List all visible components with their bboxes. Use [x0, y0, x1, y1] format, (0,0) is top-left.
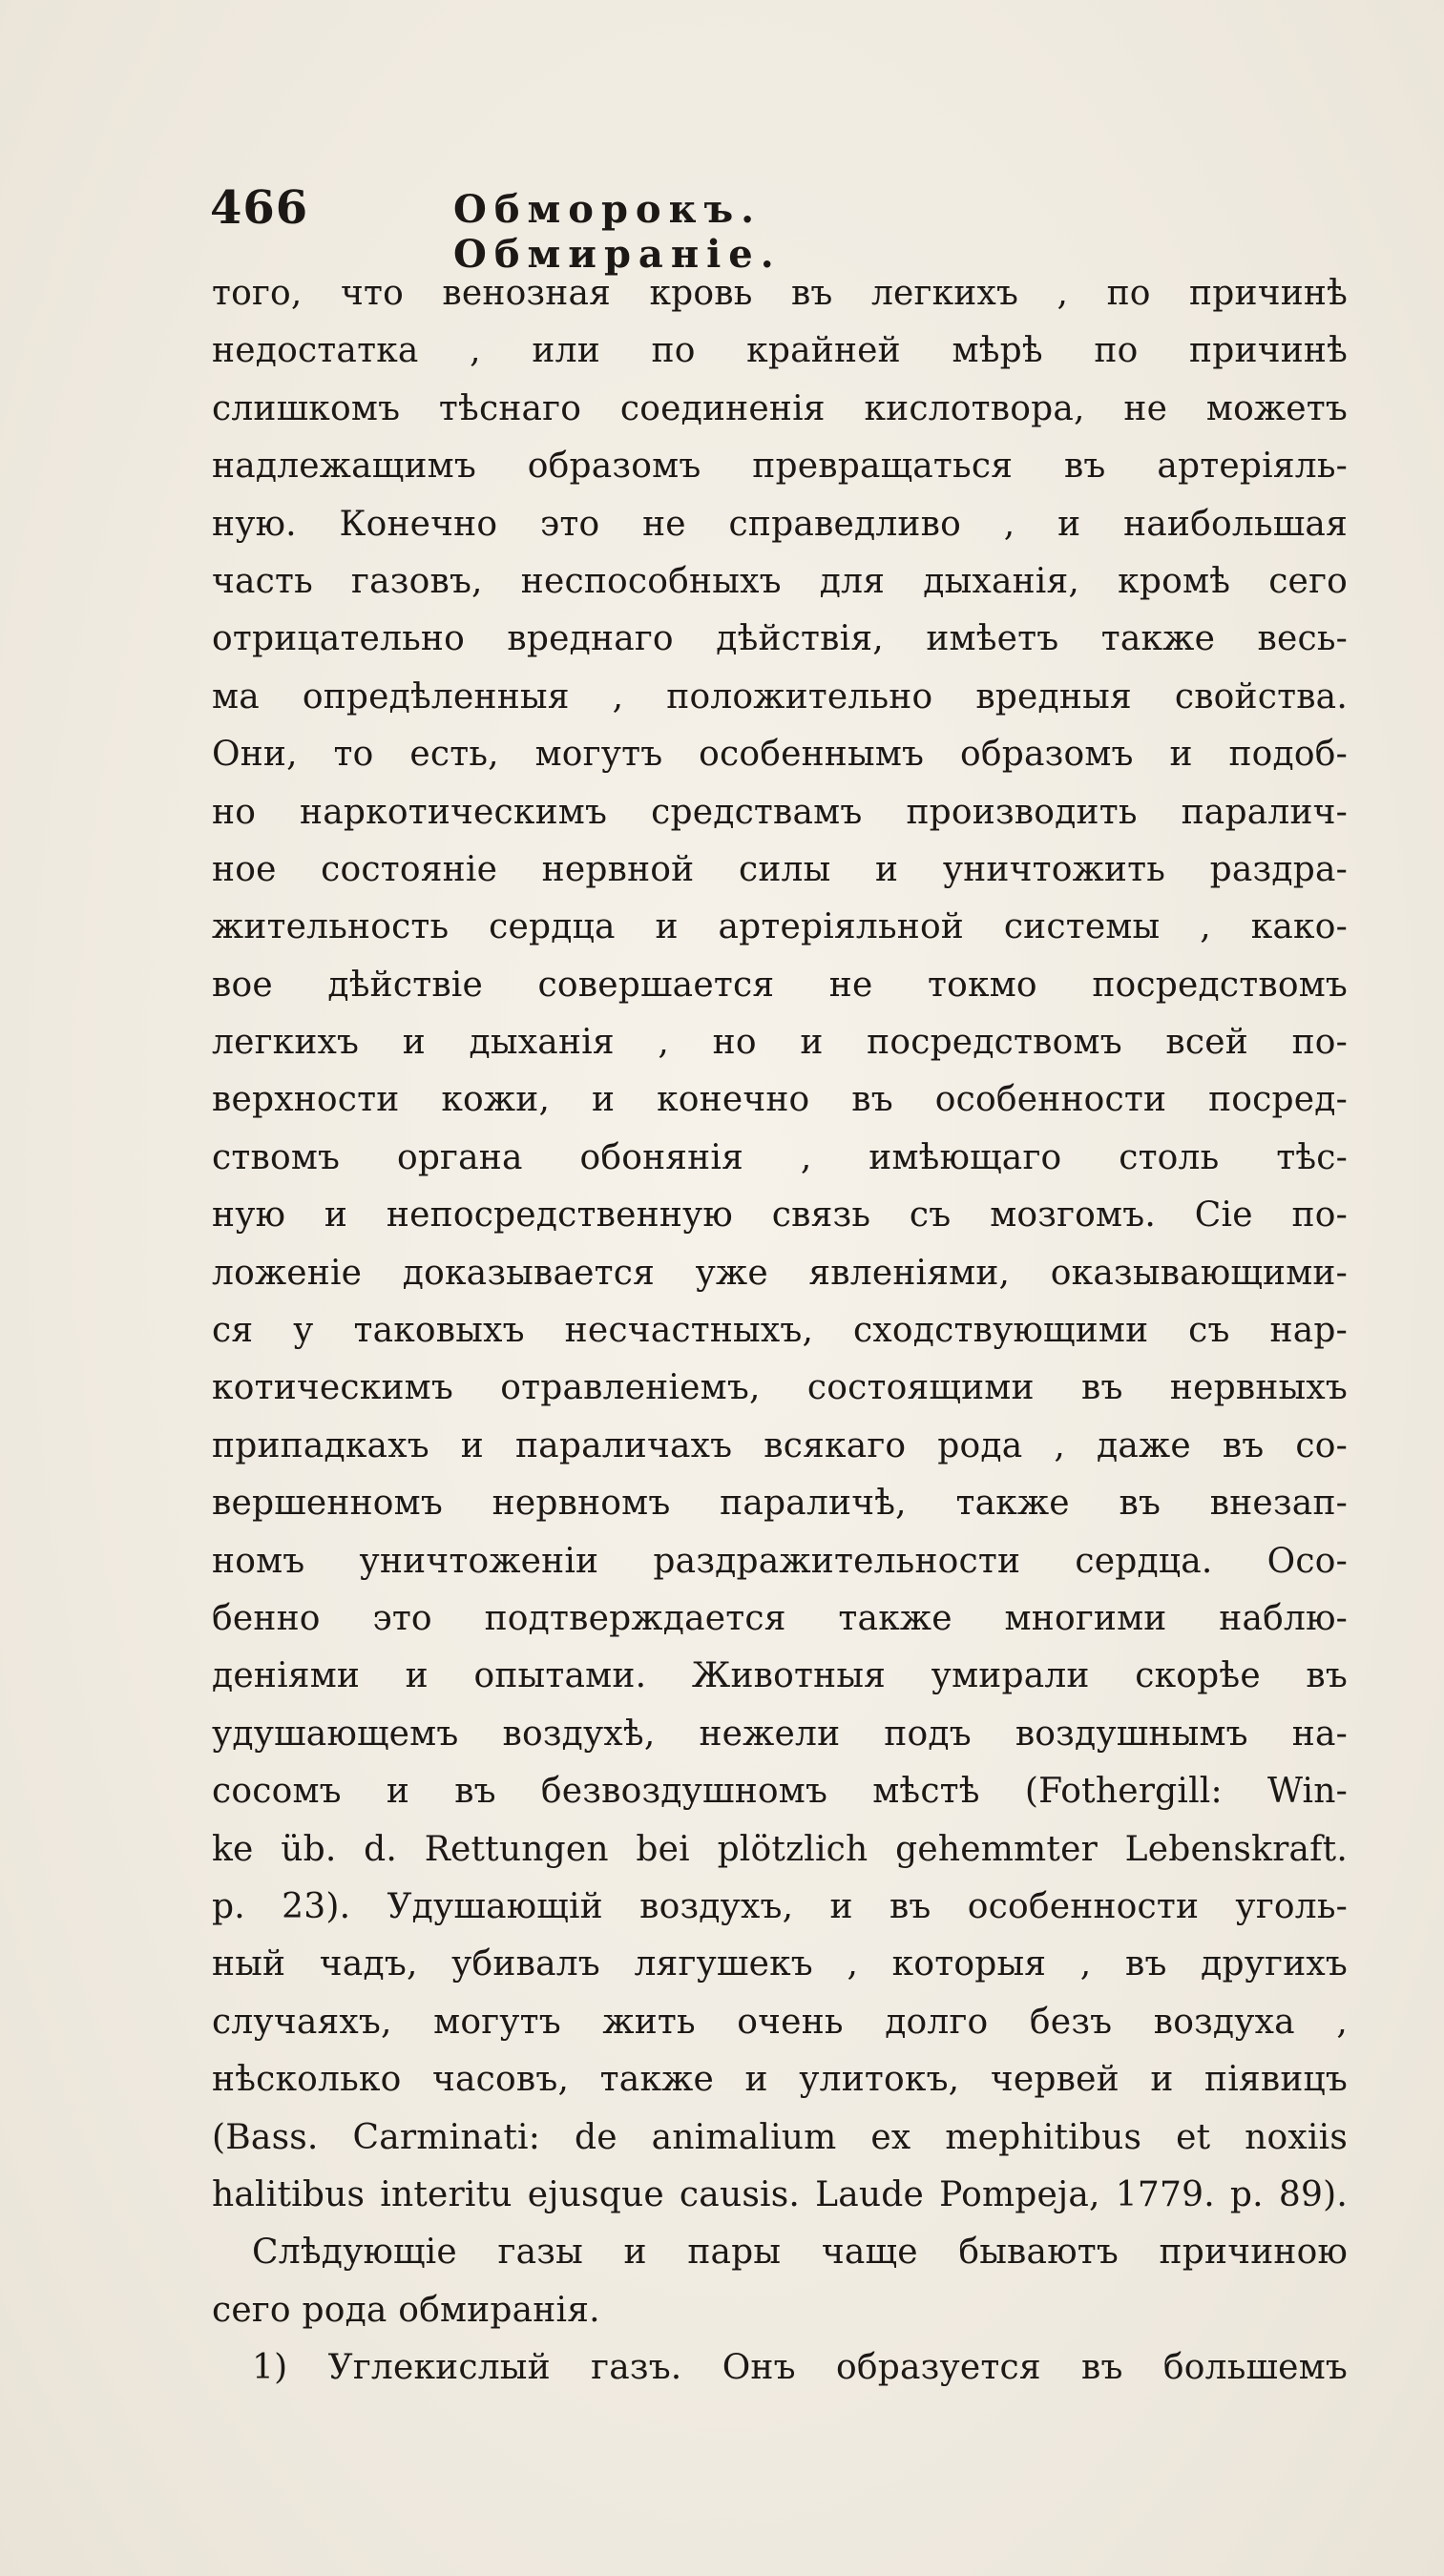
text-line: но наркотическимъ средствамъ производить паралич-	[212, 792, 1348, 832]
text-line: ный чадъ, убивалъ лягушекъ , которыя , въ другихъ	[212, 1944, 1348, 1984]
text-line: верхности кожи, и конечно въ особенности посред-	[212, 1080, 1348, 1120]
text-line: отрицательно вреднаго дѣйствiя, имѣетъ также весь-	[212, 619, 1348, 659]
text-line: бенно это подтверждается также многими наблю-	[212, 1598, 1348, 1638]
text-line: нѣсколько часовъ, также и улитокъ, червей и пiявицъ	[212, 2060, 1348, 2100]
text-line: ное состоянiе нервной силы и уничтожить раздра-	[212, 849, 1348, 889]
text-line: часть газовъ, неспособныхъ для дыханiя, кромѣ сего	[212, 561, 1348, 601]
text-line: денiями и опытами. Животныя умирали скорѣе въ	[212, 1656, 1348, 1696]
page-number: 466	[210, 181, 309, 235]
text-line: Они, то есть, могутъ особеннымъ образомъ и подоб-	[212, 735, 1348, 775]
text-line: сосомъ и въ безвоздушномъ мѣстѣ (Fothergill: Win-	[212, 1772, 1348, 1812]
text-line: удушающемъ воздухѣ, нежели подъ воздушнымъ на-	[212, 1714, 1348, 1754]
text-line: p. 23). Удушающiй воздухъ, и въ особенности уголь-	[212, 1886, 1348, 1926]
text-line: вершенномъ нервномъ параличѣ, также въ внезап-	[212, 1484, 1348, 1524]
running-title: Обморокъ. Обмиранiе.	[453, 187, 782, 277]
text-line: вое дѣйствiе совершается не токмо посредствомъ	[212, 965, 1348, 1005]
page-header	[210, 181, 1107, 277]
text-line: сего рода обмиранiя.	[212, 2290, 600, 2330]
text-line: (Bass. Carminati: de animalium ex mephitibus et noxiis	[212, 2117, 1348, 2157]
text-line: ствомъ органа обонянiя , имѣющаго столь тѣс-	[212, 1137, 1348, 1177]
text-line: ложенiе доказывается уже явленiями, оказывающими-	[212, 1253, 1348, 1293]
text-line: ную. Конечно это не справедливо , и наибольшая	[212, 504, 1348, 544]
text-line: слишкомъ тѣснаго соединенiя кислотвора, не можетъ	[212, 388, 1348, 428]
text-line: недостатка , или по крайней мѣрѣ по причинѣ	[212, 331, 1348, 371]
text-line: надлежащимъ образомъ превращаться въ артерiяль-	[212, 447, 1348, 487]
text-line: номъ уничтоженiи раздражительности сердца. Осо-	[212, 1541, 1348, 1581]
text-line: ke üb. d. Rettungen bei plötzlich gehemmter Lebenskraft.	[212, 1829, 1348, 1869]
text-line: halitibus interitu ejusque causis. Laude Pompeja, 1779. p. 89).	[212, 2174, 1348, 2214]
text-line: ма опредѣленныя , положительно вредныя свойства.	[212, 676, 1348, 717]
text-line: жительность сердца и артерiяльной системы , како-	[212, 907, 1348, 947]
text-line: Слѣдующiе газы и пары чаще бываютъ причиною	[252, 2233, 1348, 2273]
text-line: ся у таковыхъ несчастныхъ, сходствующими съ нар-	[212, 1311, 1348, 1351]
body-text	[212, 265, 1348, 2397]
text-line: легкихъ и дыханiя , но и посредствомъ всей по-	[212, 1023, 1348, 1063]
text-line: ную и непосредственную связь съ мозгомъ. Сiе по-	[212, 1195, 1348, 1236]
text-line: котическимъ отравленiемъ, состоящими въ нервныхъ	[212, 1368, 1348, 1408]
text-line: того, что венозная кровь въ легкихъ , по причинѣ	[212, 274, 1348, 313]
text-line: припадкахъ и параличахъ всякаго рода , даже въ со-	[212, 1425, 1348, 1465]
text-line: 1) Углекислый газъ. Онъ образуется въ большемъ	[252, 2348, 1348, 2388]
text-line: случаяхъ, могутъ жить очень долго безъ воздуха ,	[212, 2002, 1348, 2042]
